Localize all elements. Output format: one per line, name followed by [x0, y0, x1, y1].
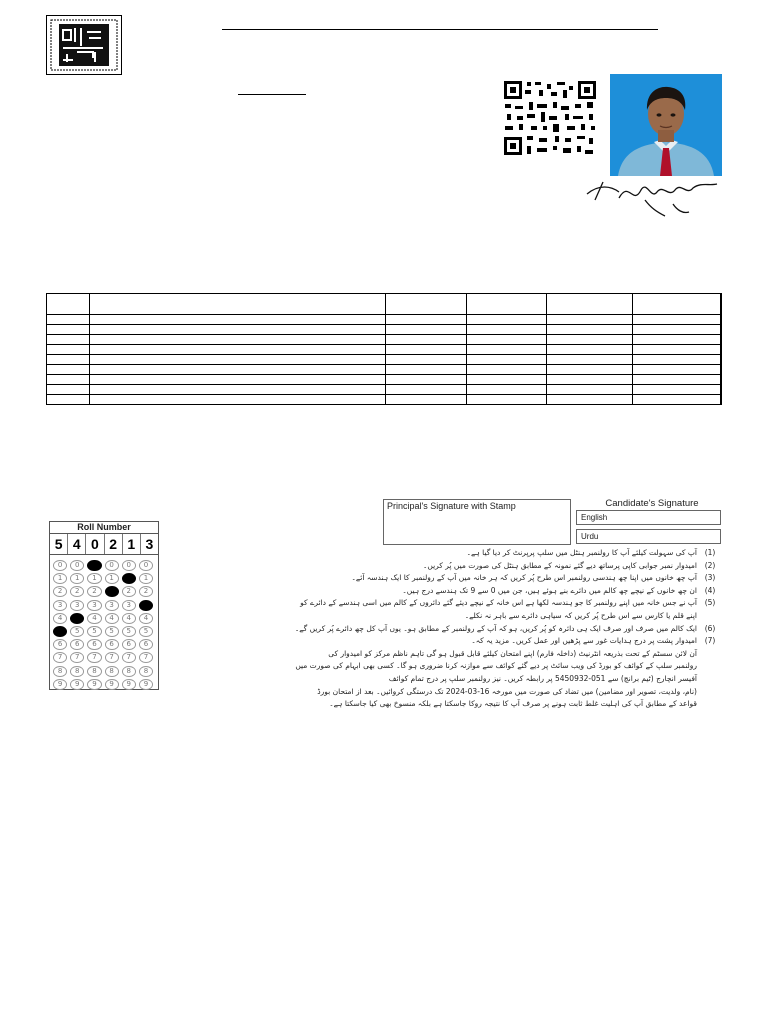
instructions-list [294, 547, 723, 711]
omr-bubble[interactable]: 5 [70, 626, 84, 637]
omr-bubble[interactable]: 8 [139, 666, 153, 677]
omr-bubble[interactable]: 7 [139, 652, 153, 663]
omr-bubble[interactable]: 5 [139, 626, 153, 637]
instruction-line [383, 585, 723, 598]
omr-bubble[interactable]: 1 [139, 573, 153, 584]
instruction-number: (4) [704, 585, 716, 595]
omr-bubble[interactable]: 8 [87, 666, 101, 677]
bubble-row [53, 612, 156, 625]
table-row [47, 315, 722, 325]
subheading-underline [238, 94, 306, 95]
omr-bubble[interactable]: 9 [87, 679, 101, 690]
bubble-row [53, 585, 156, 598]
instruction-text: آپ چھ خانوں میں اپنا چھ ہندسی رولنمبر اس طرح پُر کریں کہ ہر خانہ میں آپ کے رولنمبر کا ایک ہندسہ آئے۔ [351, 573, 697, 583]
omr-bubble[interactable]: 4 [87, 613, 101, 624]
instruction-number: (2) [704, 560, 716, 570]
omr-bubble[interactable]: 6 [70, 639, 84, 650]
omr-bubble[interactable]: 7 [105, 652, 119, 663]
bubble-row [53, 665, 156, 678]
instruction-number: (6) [704, 623, 716, 633]
instruction-line [328, 648, 723, 661]
instruction-text: ایک کالم میں صرف اور صرف ایک ہی دائرہ کو پُر کریں، ہو کہ آپ کے رولنمبر کے مطابق ہو۔ یوں آپ کل چھ دائرے پُر کریں گے۔ [294, 623, 697, 633]
omr-bubble[interactable]: 1 [87, 573, 101, 584]
bubble-row [53, 599, 156, 612]
omr-bubble[interactable]: 1 [53, 573, 67, 584]
omr-bubble[interactable]: 6 [122, 639, 136, 650]
instruction-line [300, 597, 723, 610]
omr-bubble[interactable]: 0 [70, 560, 84, 571]
table-row [47, 325, 722, 335]
instruction-line [351, 572, 723, 585]
instruction-text: آپ کی سہولت کیلئے آپ کا رولنمبر ہنٹل میں سلپ پرپرنٹ کر دیا گیا ہے۔ [466, 548, 697, 557]
instruction-text: ان چھ خانوں کے نیچے چھ کالم میں دائرے بنے ہوئے ہیں، جن میں 0 سے 9 تک ہندسے درج ہیں۔ [402, 585, 697, 595]
table-row [47, 355, 722, 365]
table-row [47, 345, 722, 355]
omr-bubble[interactable]: 2 [122, 586, 136, 597]
instruction-line [317, 686, 723, 699]
table-row [47, 375, 722, 385]
omr-bubble[interactable]: 3 [122, 600, 136, 611]
principal-signature-box [383, 499, 571, 545]
instruction-number: (1) [704, 548, 716, 557]
instruction-text: اپنے قلم یا کارس سے اس طرح پُر کریں کہ سیاہی دائرے سے باہر نہ نکلے۔ [464, 610, 697, 620]
roll-number-title: Roll Number [50, 522, 158, 534]
omr-bubble[interactable]: 5 [122, 626, 136, 637]
instruction-number: (7) [704, 636, 716, 646]
instruction-line [383, 547, 723, 560]
bubble-row [53, 651, 156, 664]
omr-bubble[interactable]: 5 [105, 626, 119, 637]
omr-bubble[interactable]: 7 [122, 652, 136, 663]
omr-bubble[interactable]: 9 [53, 679, 67, 690]
roll-digit: 0 [86, 534, 104, 554]
omr-bubble[interactable]: 3 [105, 600, 119, 611]
board-logo [46, 15, 122, 75]
omr-bubble[interactable]: 1 [122, 573, 136, 584]
omr-bubble[interactable]: 0 [139, 560, 153, 571]
instruction-text: امیدوار نمبر جوابی کاپی پرساتھ دیے گئے نمونہ کے مطابق ہنٹل کی صورت میں پُر کریں۔ [422, 560, 697, 570]
omr-bubble[interactable]: 4 [122, 613, 136, 624]
omr-bubble[interactable]: 8 [53, 666, 67, 677]
omr-bubble[interactable]: 9 [139, 679, 153, 690]
bubble-row [53, 625, 156, 638]
bubble-row [53, 678, 156, 691]
candidate-signature-image [585, 178, 720, 218]
instruction-line [294, 623, 723, 636]
table-row [47, 385, 722, 395]
subjects-table [46, 293, 722, 405]
roll-digit: 5 [50, 534, 68, 554]
omr-bubble[interactable]: 9 [122, 679, 136, 690]
omr-bubble[interactable]: 6 [105, 639, 119, 650]
english-signature-box [576, 510, 721, 525]
omr-bubble[interactable]: 0 [122, 560, 136, 571]
omr-bubble[interactable]: 6 [53, 639, 67, 650]
roll-number-omr [49, 521, 159, 690]
omr-bubble[interactable]: 9 [105, 679, 119, 690]
instruction-text: آفیسر انچارج (ٹیم برانچ) سے 051-5450932 پر رابطہ کریں۔ نیز رولنمبر سلپ پر درج تمام کوائف [388, 673, 697, 683]
bubble-row [53, 638, 156, 651]
instruction-text: (نام، ولدیت، تصویر اور مضامین) میں تضاد کی صورت میں مورخہ 16-03-2024 تک درستگی کروائیں۔ بعد از امتحان بورڈ [317, 686, 697, 696]
roll-digit: 3 [145, 536, 154, 552]
omr-bubble[interactable]: 7 [70, 652, 84, 663]
omr-bubble[interactable]: 0 [87, 560, 101, 571]
roll-number-bubbles [50, 555, 158, 691]
qr-code [503, 80, 597, 156]
header-rule [222, 29, 658, 30]
urdu-label: Urdu [581, 532, 599, 541]
omr-bubble[interactable]: 1 [70, 573, 84, 584]
omr-bubble[interactable]: 2 [105, 586, 119, 597]
omr-bubble[interactable]: 5 [87, 626, 101, 637]
principal-signature-label: Principal's Signature with Stamp [387, 501, 516, 511]
omr-bubble[interactable]: 4 [105, 613, 119, 624]
table-row [47, 335, 722, 345]
omr-bubble[interactable]: 8 [105, 666, 119, 677]
english-label: English [581, 513, 608, 522]
urdu-signature-box [576, 529, 721, 544]
instruction-text: رولنمبر سلپ کے کوائف کو بورڈ کی ویب سائٹ پر دیے گئے کوائف سے موازنہ کرنا ضروری ہو گا۔ کسی بھی ابہام کی صورت میں [295, 661, 697, 671]
roll-number-digits [50, 534, 158, 555]
instruction-line [383, 560, 723, 573]
omr-bubble[interactable]: 4 [70, 613, 84, 624]
omr-bubble[interactable]: 2 [53, 586, 67, 597]
omr-bubble[interactable]: 7 [87, 652, 101, 663]
omr-bubble[interactable]: 3 [70, 600, 84, 611]
roll-digit: 1 [123, 534, 141, 554]
omr-bubble[interactable]: 8 [122, 666, 136, 677]
instruction-text: قواعد کے مطابق آپ کی اہلیت غلط ثابت ہونے پر صرف آپ کا نتیجہ روکا جاسکتا ہے بلکہ منسوخ بھی کیا جاسکتا ہے۔ [329, 699, 697, 709]
omr-bubble[interactable]: 2 [87, 586, 101, 597]
candidate-photo [610, 74, 722, 176]
omr-bubble[interactable]: 2 [139, 586, 153, 597]
omr-bubble[interactable]: 4 [139, 613, 153, 624]
instruction-line [383, 673, 723, 686]
omr-bubble[interactable]: 6 [87, 639, 101, 650]
instruction-text: آپ نے جس خانہ میں اپنے رولنمبر کا جو ہندسہ لکھا ہے اس خانہ کے نیچے دیئے گئے دائروں کے کالم میں اسی ہندسے کے دائرے کو [300, 598, 697, 608]
omr-bubble[interactable]: 1 [105, 573, 119, 584]
bubble-row [53, 559, 156, 572]
instruction-text: آن لائن سسٹم کے تحت بذریعہ انٹرنیٹ (داخلہ فارم) اپنے امتحان کیلئے قابل قبول ہو گی تاہم ناظم مرکز کو امیدوار کی [328, 648, 697, 658]
omr-bubble[interactable]: 4 [53, 613, 67, 624]
instruction-line [383, 635, 723, 648]
omr-bubble[interactable]: 8 [70, 666, 84, 677]
table-row [47, 365, 722, 375]
instruction-text: امیدوار پشت پر درج ہدایات غور سے پڑھیں اور عمل کریں۔ مزید یہ کہ۔ [471, 636, 697, 646]
omr-bubble[interactable]: 0 [105, 560, 119, 571]
omr-bubble[interactable]: 3 [53, 600, 67, 611]
table-row [47, 395, 722, 405]
roll-digit: 4 [68, 534, 86, 554]
omr-bubble[interactable]: 9 [70, 679, 84, 690]
instruction-number: (5) [704, 598, 716, 608]
instruction-line [295, 660, 723, 673]
omr-bubble[interactable]: 7 [53, 652, 67, 663]
instruction-number: (3) [704, 573, 716, 583]
omr-bubble[interactable]: 5 [53, 626, 67, 637]
roll-digit: 2 [105, 534, 123, 554]
instruction-line [383, 610, 723, 623]
candidate-signature-title: Candidate's Signature [605, 498, 699, 509]
omr-bubble[interactable]: 3 [139, 600, 153, 611]
instruction-line [329, 698, 723, 711]
omr-bubble[interactable]: 0 [53, 560, 67, 571]
omr-bubble[interactable]: 3 [87, 600, 101, 611]
omr-bubble[interactable]: 6 [139, 639, 153, 650]
omr-bubble[interactable]: 2 [70, 586, 84, 597]
bubble-row [53, 572, 156, 585]
table-header-row [47, 294, 722, 315]
